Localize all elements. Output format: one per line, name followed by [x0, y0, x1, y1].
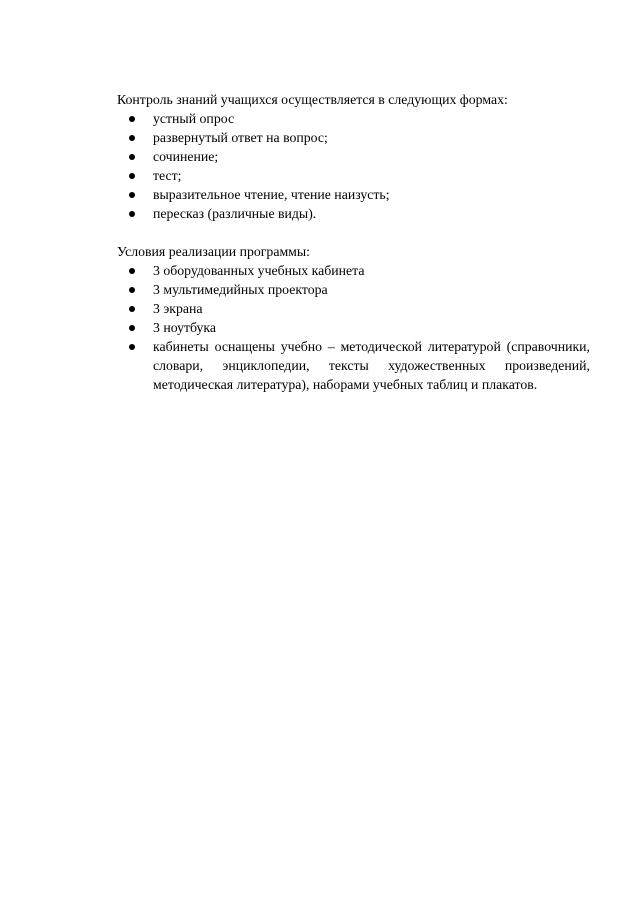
list-item-text: 3 ноутбука	[153, 320, 217, 335]
list-item-text: кабинеты оснащены учебно – методической литературой (справочники, словари, энциклопедии, тексты художественных произведений, методическая литература), наборами учебных таблиц и плакатов.	[153, 339, 590, 392]
list-item-text: тест;	[153, 168, 182, 183]
bullet-icon	[129, 135, 135, 141]
bullet-icon	[129, 306, 135, 312]
list-item	[117, 166, 590, 185]
list-item	[117, 147, 590, 166]
document-body	[117, 90, 590, 394]
list-item	[117, 299, 590, 318]
list-item-text: выразительное чтение, чтение наизусть;	[153, 187, 390, 202]
list-item-text: 3 мультимедийных проектора	[153, 282, 328, 297]
list-item	[117, 185, 590, 204]
list-item	[117, 128, 590, 147]
list-item	[117, 280, 590, 299]
bullet-icon	[129, 344, 135, 350]
list-item-text: сочинение;	[153, 149, 219, 164]
section-heading-conditions: Условия реализации программы:	[117, 244, 311, 259]
assessment-forms-list	[117, 109, 590, 223]
bullet-icon	[129, 325, 135, 331]
bullet-icon	[129, 192, 135, 198]
list-item-text: развернутый ответ на вопрос;	[153, 130, 328, 145]
section-spacer	[117, 223, 590, 242]
list-item	[117, 318, 590, 337]
list-item	[117, 261, 590, 280]
list-item	[117, 204, 590, 223]
section-heading-assessment: Контроль знаний учащихся осуществляется в следующих формах:	[117, 92, 508, 107]
bullet-icon	[129, 173, 135, 179]
list-item-text: 3 экрана	[153, 301, 203, 316]
bullet-icon	[129, 287, 135, 293]
program-conditions-list	[117, 261, 590, 394]
list-item	[117, 109, 590, 128]
list-item-text: устный опрос	[153, 111, 235, 126]
bullet-icon	[129, 211, 135, 217]
bullet-icon	[129, 116, 135, 122]
list-item-text: 3 оборудованных учебных кабинета	[153, 263, 365, 278]
bullet-icon	[129, 154, 135, 160]
list-item	[117, 337, 590, 394]
list-item-text: пересказ (различные виды).	[153, 206, 317, 221]
bullet-icon	[129, 268, 135, 274]
